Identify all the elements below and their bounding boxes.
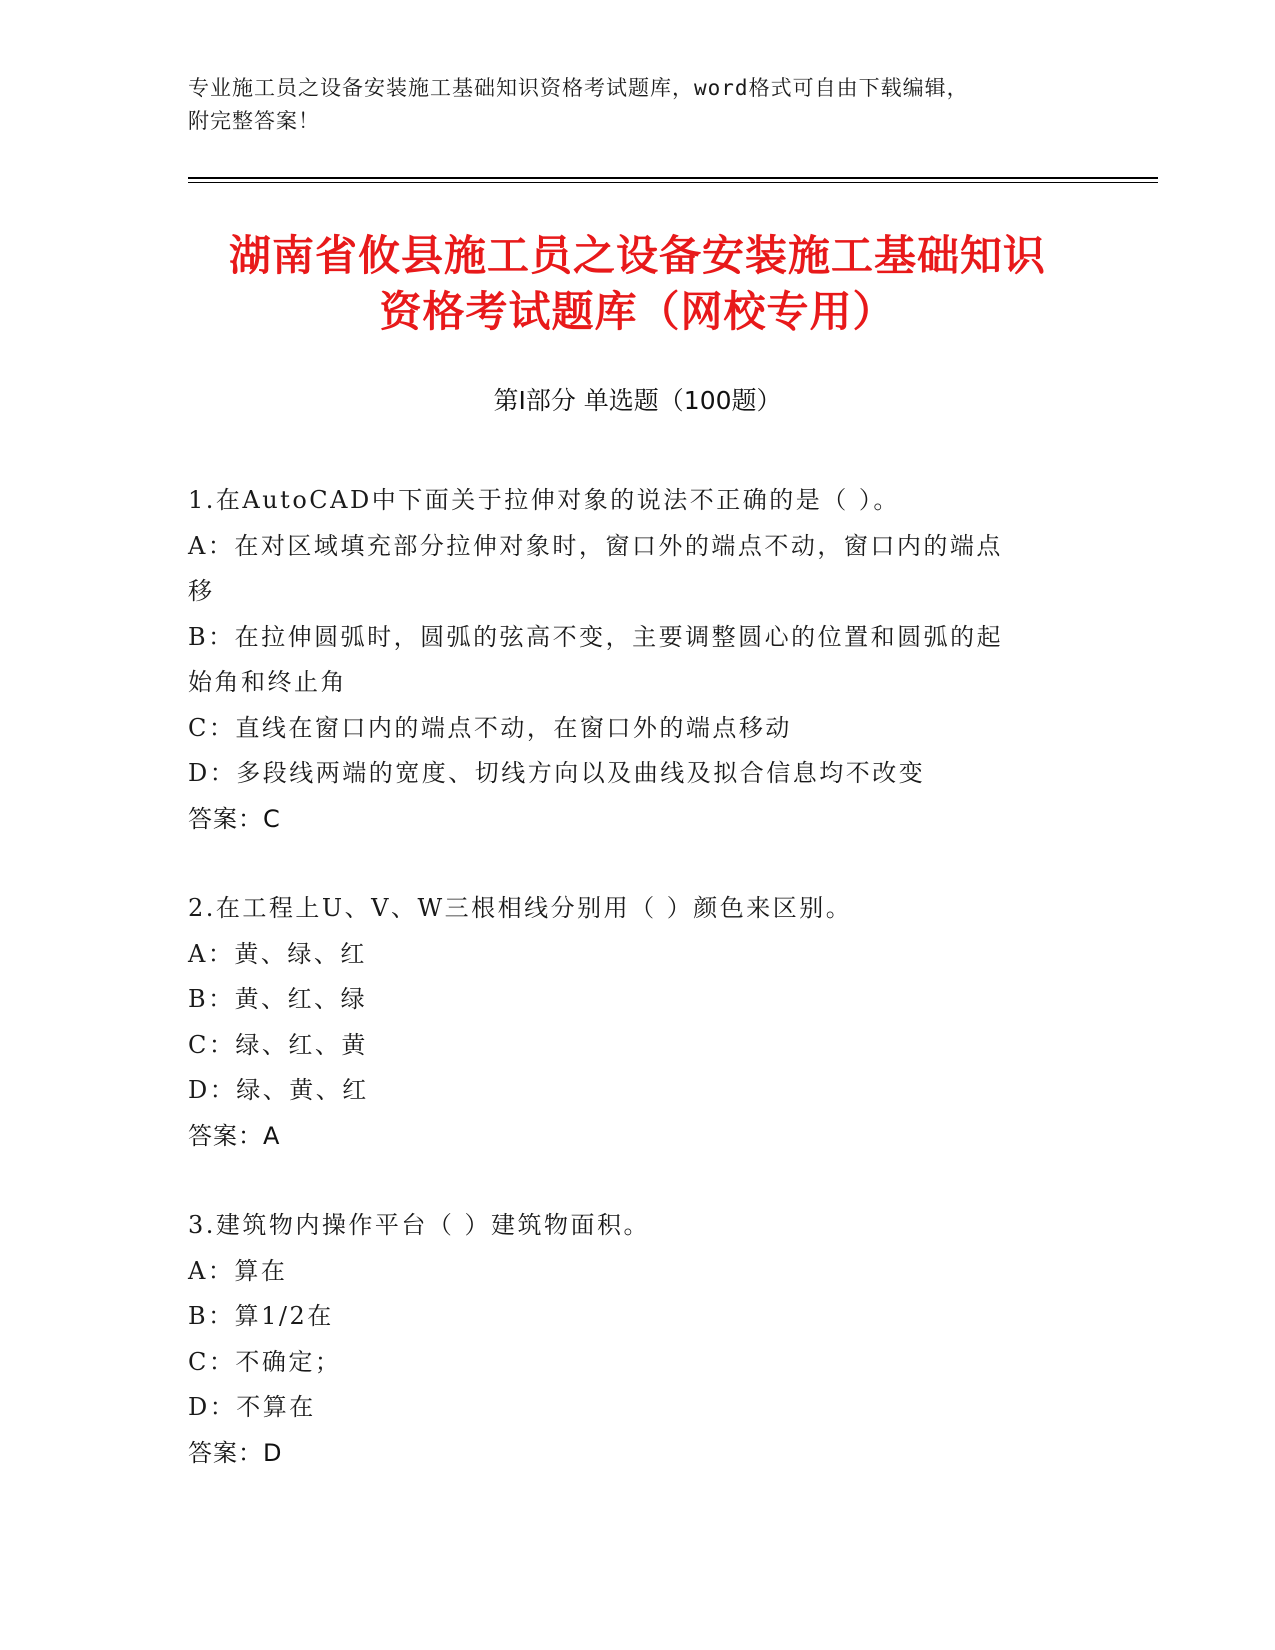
header-note-line-2: 附完整答案！ [188, 109, 320, 133]
header-note-line-1: 专业施工员之设备安装施工基础知识资格考试题库，word格式可自由下载编辑， [188, 76, 969, 100]
question-option: A：算在 [188, 1256, 288, 1285]
question-stem: 3.建筑物内操作平台（ ）建筑物面积。 [188, 1211, 651, 1239]
header-rule-thin [188, 182, 1158, 183]
question-option: 移 [188, 577, 215, 605]
section-title: 第Ⅰ部分 单选题（100题） [493, 386, 782, 415]
document-title [150, 228, 1125, 340]
question-option: C：不确定； [188, 1347, 342, 1376]
question-option: B：黄、红、绿 [188, 985, 368, 1013]
question-2 [188, 886, 1088, 1159]
question-option: A：在对区域填充部分拉伸对象时，窗口外的端点不动，窗口内的端点 [188, 531, 1003, 560]
header-note [188, 72, 1088, 138]
question-option: 始角和终止角 [188, 668, 347, 696]
document-title-line-2: 资格考试题库（网校专用） [379, 287, 896, 336]
document-title-line-1: 湖南省攸县施工员之设备安装施工基础知识 [228, 231, 1046, 280]
question-answer: 答案：A [188, 1121, 281, 1150]
question-option: B：在拉伸圆弧时，圆弧的弦高不变，主要调整圆心的位置和圆弧的起 [188, 622, 1004, 651]
question-answer: 答案：D [188, 1438, 283, 1467]
question-option: D：不算在 [188, 1393, 316, 1421]
header-rule-thick [188, 177, 1158, 179]
question-option: A：黄、绿、红 [188, 939, 367, 968]
question-answer: 答案：C [188, 804, 281, 833]
question-option: B：算1/2在 [188, 1302, 334, 1330]
question-option: D：多段线两端的宽度、切线方向以及曲线及拟合信息均不改变 [188, 759, 926, 787]
question-option: D：绿、黄、红 [188, 1076, 369, 1104]
question-list [188, 478, 1088, 1520]
question-stem: 1.在AutoCAD中下面关于拉伸对象的说法不正确的是（ ）。 [188, 486, 900, 514]
question-3 [188, 1203, 1088, 1476]
question-1 [188, 478, 1088, 842]
question-stem: 2.在工程上U、V、W三根相线分别用（ ）颜色来区别。 [188, 894, 853, 922]
question-option: C：直线在窗口内的端点不动，在窗口外的端点移动 [188, 713, 792, 742]
question-option: C：绿、红、黄 [188, 1030, 368, 1059]
